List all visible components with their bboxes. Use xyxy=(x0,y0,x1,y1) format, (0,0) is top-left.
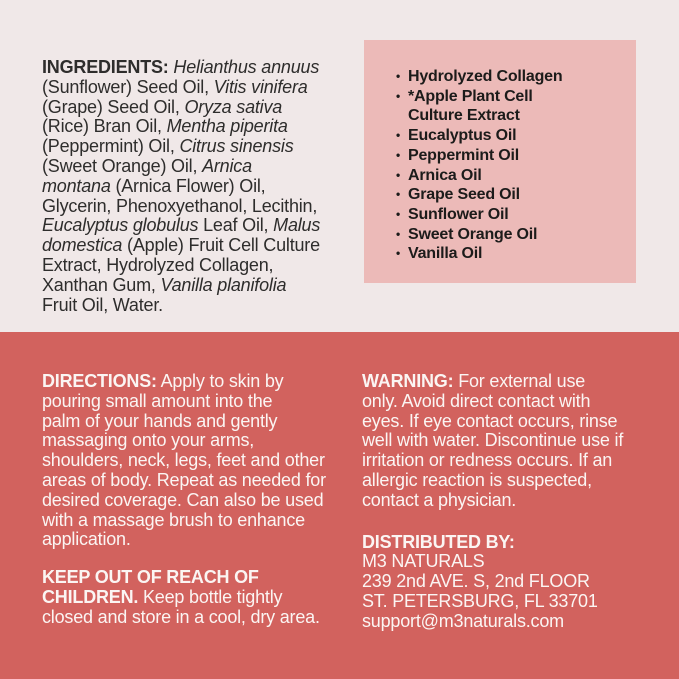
warning-paragraph: WARNING: For external use only. Avoid direct contact with eyes. If eye contact occurs, rinse well with water. Discontinue use if irritation or redness occurs. If an allergic reaction is suspected, contact a physician. xyxy=(362,371,624,510)
key-ingredient-item: • Peppermint Oil xyxy=(399,146,622,166)
key-ingredient-item: • *Apple Plant Cell Culture Extract xyxy=(399,87,622,126)
distributed-by-paragraph: DISTRIBUTED BY: M3 NATURALS 239 2nd AVE. S, 2nd FLOOR ST. PETERSBURG, FL 33701 support@m3naturals.com xyxy=(362,531,598,631)
key-ingredient-item: • Hydrolyzed Collagen xyxy=(399,67,622,87)
directions-column xyxy=(42,372,364,628)
key-ingredient-item: • Eucalyptus Oil xyxy=(399,126,622,146)
ingredients-section xyxy=(0,0,679,332)
usage-section xyxy=(0,332,679,679)
keep-out-of-reach-paragraph: KEEP OUT OF REACH OF CHILDREN. Keep bottle tightly closed and store in a cool, dry area. xyxy=(42,567,320,627)
key-ingredients-list xyxy=(399,67,622,264)
ingredients-paragraph: INGREDIENTS: Helianthus annuus (Sunflower) Seed Oil, Vitis vinifera (Grape) Seed Oil, Oryza sativa (Rice) Bran Oil, Mentha piperita (Peppermint) Oil, Citrus sinensis (Sweet Orange) Oil, Arnica montana (Arnica Flower) Oil, Glycerin, Phenoxyethanol, Lecithin, Eucalyptus globulus Leaf Oil, Malus domestica (Apple) Fruit Cell Culture Extract, Hydrolyzed Collagen, Xanthan Gum, Vanilla planifolia Fruit Oil, Water. xyxy=(42,57,321,315)
key-ingredient-item: • Vanilla Oil xyxy=(399,244,622,264)
key-ingredient-item: • Grape Seed Oil xyxy=(399,185,622,205)
key-ingredient-item: • Sunflower Oil xyxy=(399,205,622,225)
key-ingredients-box xyxy=(364,40,636,283)
key-ingredient-item: • Arnica Oil xyxy=(399,166,622,186)
warning-column xyxy=(362,372,674,632)
key-ingredient-item: • Sweet Orange Oil xyxy=(399,225,622,245)
directions-paragraph: DIRECTIONS: Apply to skin by pouring small amount into the palm of your hands and gently massaging onto your arms, shoulders, neck, legs, feet and other areas of body. Repeat as needed for desired coverage. Can also be used with a massage brush to enhance application. xyxy=(42,371,326,550)
